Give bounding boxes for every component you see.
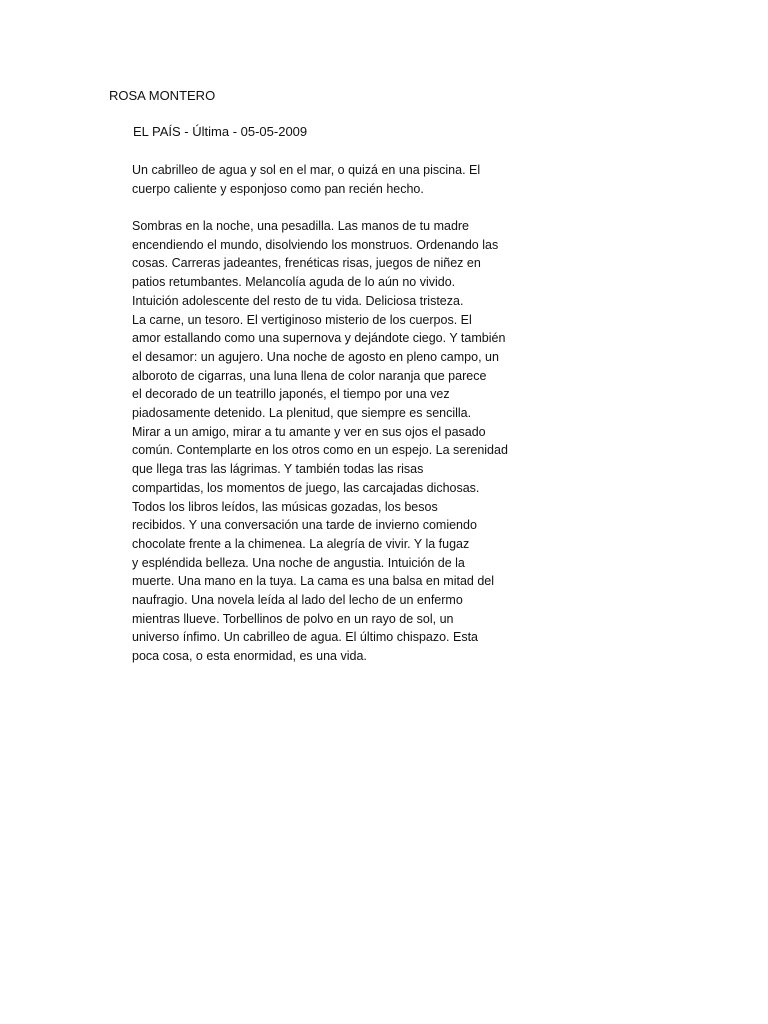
author-name: ROSA MONTERO [109,88,216,103]
text-line: cuerpo caliente y esponjoso como pan recién hecho. [132,181,424,196]
text-line: cosas. Carreras jadeantes, frenéticas risas, juegos de niñez en [132,256,481,271]
text-line: el decorado de un teatrillo japonés, el tiempo por una vez [132,387,450,402]
text-line: Sombras en la noche, una pesadilla. Las manos de tu madre [132,219,470,233]
text-line: La carne, un tesoro. El vertiginoso misterio de los cuerpos. El [132,312,472,327]
text-line: poca cosa, o esta enormidad, es una vida. [132,649,367,664]
text-line: el desamor: un agujero. Una noche de agosto en pleno campo, un [132,349,499,364]
text-line: que llega tras las lágrimas. Y también todas las risas [132,462,424,477]
paragraph-1 [132,161,480,198]
text-line: patios retumbantes. Melancolía aguda de lo aún no vivido. [132,275,456,290]
text-line: naufragio. Una novela leída al lado del lecho de un enfermo [132,593,463,608]
text-line: común. Contemplarte en los otros como en un espejo. La serenidad [132,443,508,458]
text-line: Mirar a un amigo, mirar a tu amante y ver en sus ojos el pasado [132,424,486,439]
text-line: chocolate frente a la chimenea. La alegría de vivir. Y la fugaz [132,536,470,551]
text-line: Un cabrilleo de agua y sol en el mar, o quizá en una piscina. El [132,163,481,177]
source-line: EL PAÍS - Última - 05-05-2009 [133,124,308,139]
text-line: Todos los libros leídos, las músicas gozadas, los besos [132,499,438,514]
text-line: muerte. Una mano en la tuya. La cama es una balsa en mitad del [132,574,495,589]
text-line: alboroto de cigarras, una luna llena de color naranja que parece [132,368,487,383]
text-line: encendiendo el mundo, disolviendo los monstruos. Ordenando las [132,237,499,252]
text-line: piadosamente detenido. La plenitud, que siempre es sencilla. [132,406,472,421]
text-line: mientras llueve. Torbellinos de polvo en un rayo de sol, un [132,611,454,626]
text-line: universo ínfimo. Un cabrilleo de agua. El último chispazo. Esta [132,630,479,645]
text-line: compartidas, los momentos de juego, las carcajadas dichosas. [132,480,480,495]
text-line: recibidos. Y una conversación una tarde de invierno comiendo [132,518,477,533]
text-line: Intuición adolescente del resto de tu vida. Deliciosa tristeza. [132,293,464,308]
paragraph-2 [132,217,508,666]
text-line: amor estallando como una supernova y dejándote ciego. Y también [132,331,506,346]
text-line: y espléndida belleza. Una noche de angustia. Intuición de la [132,555,465,570]
